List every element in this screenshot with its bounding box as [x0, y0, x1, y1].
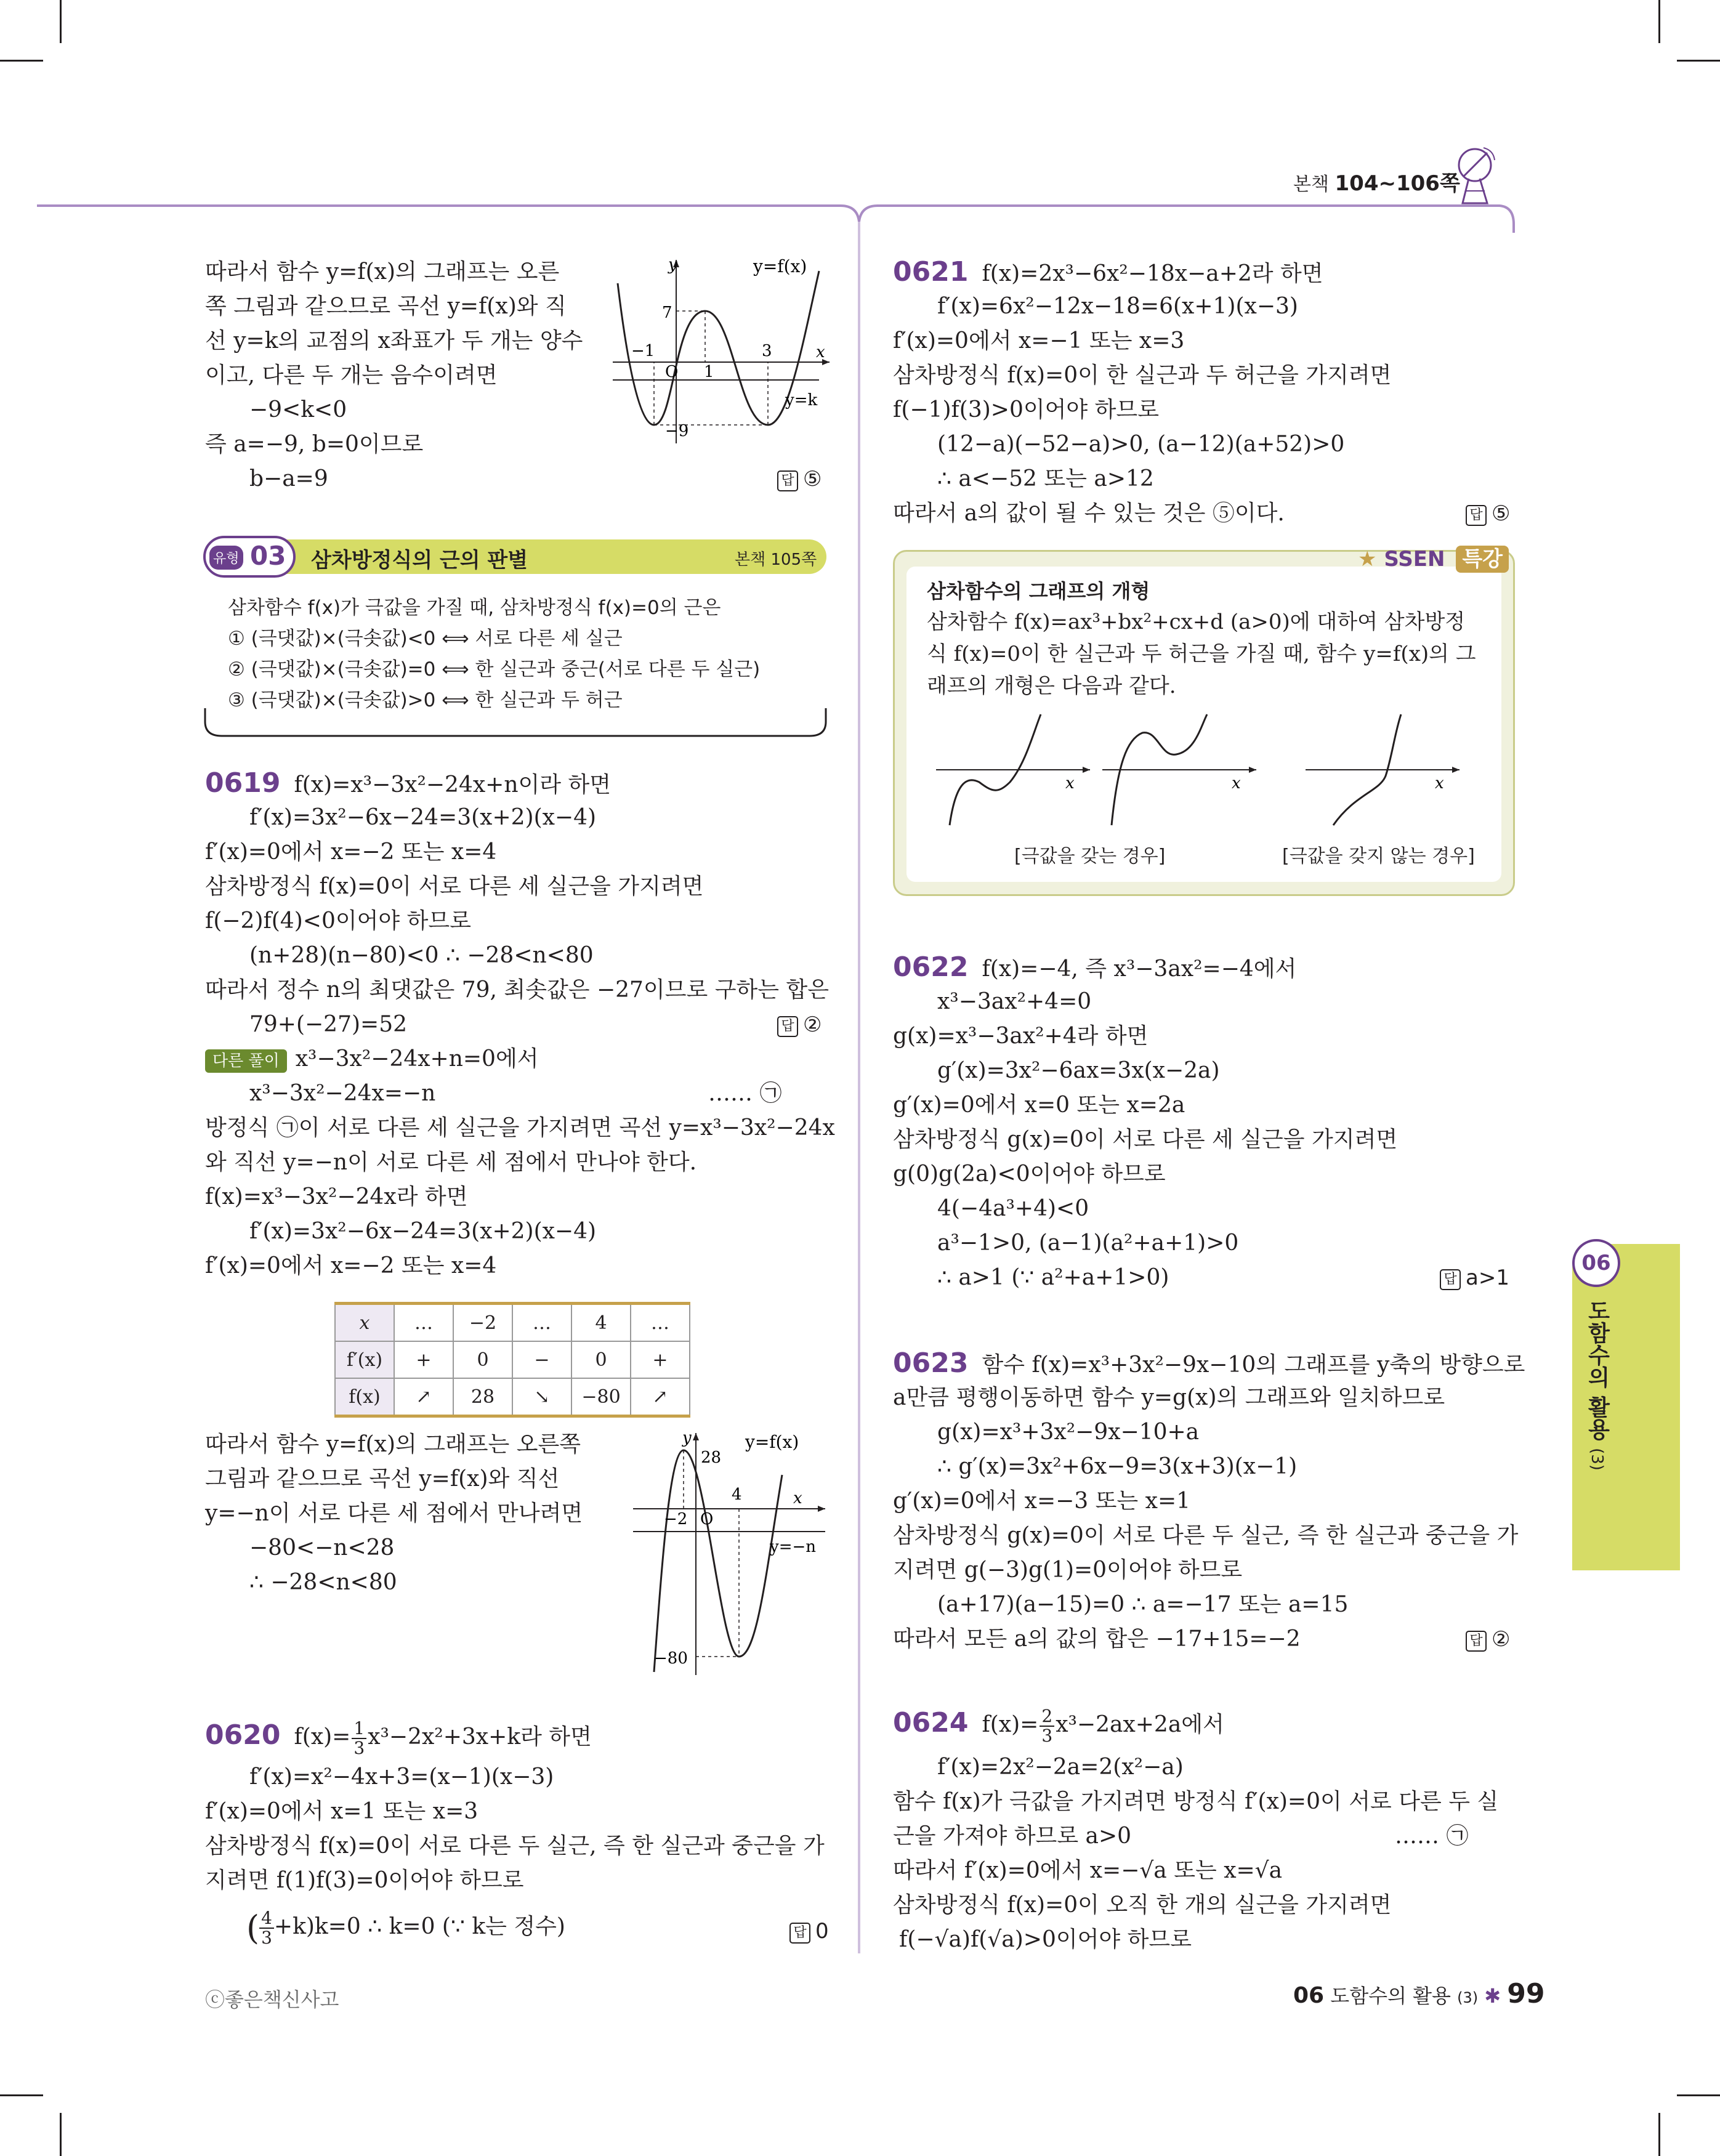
problem-line: g(x)=x³−3ax²+4라 하면 [893, 1023, 1149, 1049]
problem-number: 0622 [893, 951, 969, 983]
ssen-logo: SSEN [1384, 547, 1445, 571]
problem-line: (12−a)(−52−a)>0, (a−12)(a+52)>0 [937, 432, 1345, 457]
tick-3: 3 [762, 342, 772, 360]
problem-line: 따라서 모든 a의 값의 합은 −17+15=−2 [893, 1626, 1301, 1652]
crop-mark [0, 2094, 43, 2096]
problem-number: 0619 [205, 767, 281, 799]
crop-mark [1658, 2113, 1660, 2156]
side-tab-sub: (3) [1588, 1448, 1606, 1471]
cubic-graph-1 [607, 252, 834, 450]
table-cell: 28 [453, 1378, 512, 1416]
table-cell: ↗ [394, 1378, 453, 1416]
intro-line: 이고, 다른 두 개는 음수이려면 [205, 363, 498, 388]
special-line: 식 f(x)=0이 한 실근과 두 허근을 가질 때, 함수 y=f(x)의 그 [927, 642, 1476, 666]
after-line: y=−n이 서로 다른 세 점에서 만나려면 [205, 1501, 583, 1526]
problem-line: f′(x)=0에서 x=−2 또는 x=4 [205, 839, 497, 865]
problem-0624 [893, 1706, 1224, 1745]
alt-line: f(x)=x³−3x²−24x라 하면 [205, 1184, 468, 1209]
tick-minus1: −1 [631, 342, 655, 360]
crop-mark [1658, 0, 1660, 43]
crop-mark [1677, 2094, 1720, 2096]
answer-value: ② [803, 1012, 822, 1037]
alt-line: f′(x)=0에서 x=−2 또는 x=4 [205, 1253, 497, 1278]
caption-with-extrema: [극값을 갖는 경우] [1014, 846, 1166, 867]
problem-number: 0623 [893, 1347, 969, 1379]
frac-num: 1 [352, 1719, 366, 1739]
problem-line: 함수 f(x)가 극값을 가지려면 방정식 f′(x)=0이 서로 다른 두 실 [893, 1789, 1499, 1814]
alt-line: 방정식 ㉠이 서로 다른 세 실근을 가지려면 곡선 y=x³−3x²−24x [205, 1115, 835, 1141]
tick-7: 7 [662, 304, 672, 322]
footer-chapter: 06 [1293, 1983, 1325, 2008]
side-tab-text [1581, 1299, 1613, 1471]
page-number: 99 [1507, 1978, 1545, 2009]
problem-line: f′(x)=6x²−12x−18=6(x+1)(x−3) [937, 294, 1298, 319]
alt-line: x³−3x²−24x=−n [249, 1081, 436, 1106]
problem-line: 함수 f(x)=x³+3x²−9x−10의 그래프를 y축의 방향으로 [982, 1352, 1525, 1378]
answer-value: ② [1492, 1627, 1511, 1652]
alt-line: f′(x)=3x²−6x−24=3(x+2)(x−4) [249, 1219, 597, 1244]
graph-x-label: x [816, 343, 825, 361]
problem-line: f′(x)=0에서 x=−1 또는 x=3 [893, 328, 1185, 353]
answer-value: ⑤ [1492, 501, 1511, 526]
answer-icon: 답 [789, 1923, 810, 1944]
alt-line: x³−3x²−24x+n=0에서 [295, 1046, 539, 1072]
tick-minus2: −2 [664, 1510, 688, 1528]
graph-y-label: y [668, 256, 677, 274]
problem-line: (n+28)(n−80)<0 ∴ −28<n<80 [249, 943, 594, 968]
footer-sub: (3) [1457, 1989, 1479, 2006]
answer-icon: 답 [1440, 1269, 1461, 1290]
graph-origin: O [700, 1510, 714, 1528]
problem-line: f(−√a)f(√a)>0이어야 하므로 [899, 1927, 1192, 1952]
problem-number: 0621 [893, 256, 969, 288]
problem-line: 4(−4a³+4)<0 [937, 1196, 1089, 1221]
problem-0620 [205, 1718, 592, 1758]
page-footer [1293, 1978, 1545, 2009]
intro-line: b−a=9 [249, 466, 328, 491]
problem-line: 삼차방정식 f(x)=0이 서로 다른 두 실근, 즉 한 실근과 중근을 가 [205, 1833, 825, 1859]
problem-line: g(0)g(2a)<0이어야 하므로 [893, 1161, 1166, 1187]
problem-line: 삼차방정식 g(x)=0이 서로 다른 세 실근을 가지려면 [893, 1127, 1398, 1152]
type-box-line: 삼차함수 f(x)가 극값을 가질 때, 삼차방정식 f(x)=0의 근은 [228, 597, 721, 619]
variation-table [334, 1302, 690, 1418]
intro-line: 즉 a=−9, b=0이므로 [205, 432, 424, 457]
problem-line: f(x)=2x³−6x²−18x−a+2라 하면 [982, 261, 1323, 286]
special-line: 래프의 개형은 다음과 같다. [927, 674, 1176, 698]
problem-line: 따라서 정수 n의 최댓값은 79, 최솟값은 −27이므로 구하는 합은 [205, 977, 830, 1003]
problem-line: 지려면 g(−3)g(1)=0이어야 하므로 [893, 1557, 1243, 1583]
table-cell: ↗ [631, 1378, 690, 1416]
problem-line: 삼차방정식 f(x)=0이 서로 다른 세 실근을 가지려면 [205, 874, 704, 899]
side-tab-number: 06 [1572, 1239, 1620, 1287]
answer [777, 1007, 822, 1042]
fraction [1040, 1707, 1054, 1745]
special-logo [1358, 542, 1509, 572]
problem-head: f(x)= [294, 1724, 351, 1750]
table-cell: ↘ [512, 1378, 571, 1416]
crop-mark [0, 60, 43, 62]
ref-pages: 104~106쪽 [1334, 171, 1460, 196]
frac-den: 3 [1041, 1726, 1053, 1746]
after-line: ∴ −28<n<80 [249, 1570, 397, 1595]
tick-1: 1 [704, 363, 714, 381]
problem-head-rest: x³−2x²+3x+k라 하면 [368, 1724, 592, 1750]
problem-line: 삼차방정식 g(x)=0이 서로 다른 두 실근, 즉 한 실근과 중근을 가 [893, 1523, 1519, 1548]
crop-mark [60, 0, 62, 43]
special-line: 삼차함수 f(x)=ax³+bx²+cx+d (a>0)에 대하여 삼차방정 [927, 610, 1466, 634]
table-cell: f(x) [335, 1378, 394, 1416]
tick-minus9: −9 [665, 422, 689, 440]
footer-star-icon: ✱ [1484, 1984, 1501, 2008]
x-label: x [1232, 774, 1241, 793]
problem-line: 삼차방정식 f(x)=0이 한 실근과 두 허근을 가지려면 [893, 363, 1392, 388]
intro-line: 따라서 함수 y=f(x)의 그래프는 오른 [205, 259, 560, 285]
x-label: x [1435, 774, 1444, 793]
table-cell: − [512, 1341, 571, 1378]
answer [777, 462, 822, 496]
footer-title: 도함수의 활용 [1330, 1984, 1451, 2008]
table-cell: f′(x) [335, 1341, 394, 1378]
copyright: ⓒ좋은책신사고 [205, 1988, 339, 2011]
problem-line: ∴ g′(x)=3x²+6x−9=3(x+3)(x−1) [937, 1454, 1298, 1479]
answer-value: ⑤ [803, 467, 822, 491]
problem-line: f(x)=−4, 즉 x³−3ax²=−4에서 [982, 956, 1297, 982]
problem-line: g′(x)=0에서 x=0 또는 x=2a [893, 1092, 1185, 1118]
problem-line: 삼차방정식 f(x)=0이 오직 한 개의 실근을 가지려면 [893, 1892, 1392, 1918]
answer [1440, 1261, 1509, 1295]
answer [789, 1914, 829, 1948]
crop-mark [1677, 60, 1720, 62]
side-tab-title: 도함수의 활용 [1585, 1299, 1610, 1440]
table-cell: 4 [571, 1304, 631, 1342]
answer-value: a>1 [1466, 1266, 1509, 1290]
type-badge [203, 536, 296, 578]
problem-head: f(x)= [982, 1712, 1039, 1737]
type-box-ref: 본책 105쪽 [735, 551, 817, 569]
problem-line: +k)k=0 ∴ k=0 (∵ k는 정수) [273, 1914, 565, 1939]
alt-solution-badge: 다른 풀이 [205, 1049, 287, 1073]
problem-mark: …… ㉠ [1395, 1823, 1469, 1849]
alt-line: 와 직선 y=−n이 서로 다른 세 점에서 만나야 한다. [205, 1150, 697, 1175]
table-cell: 0 [571, 1341, 631, 1378]
answer-value: 0 [815, 1919, 829, 1944]
graph-y-label: y [682, 1429, 692, 1447]
problem-0623 [893, 1346, 1525, 1383]
problem-line: 따라서 a의 값이 될 수 있는 것은 ⑤이다. [893, 501, 1285, 526]
problem-0619 [205, 766, 611, 802]
problem-line: a만큼 평행이동하면 함수 y=g(x)의 그래프와 일치하므로 [893, 1385, 1445, 1410]
problem-0622 [893, 950, 1296, 987]
problem-line: f′(x)=2x²−2a=2(x²−a) [937, 1754, 1184, 1780]
problem-0620-last [246, 1909, 565, 1947]
type-box-bracket [203, 708, 828, 739]
table-cell: 0 [453, 1341, 512, 1378]
table-cell: −80 [571, 1378, 631, 1416]
problem-number: 0620 [205, 1719, 281, 1751]
problem-line: ∴ a<−52 또는 a>12 [937, 466, 1154, 491]
problem-line: (a+17)(a−15)=0 ∴ a=−17 또는 a=15 [937, 1592, 1349, 1617]
answer [1466, 1622, 1510, 1657]
problem-line: 지려면 f(1)f(3)=0이어야 하므로 [205, 1868, 524, 1893]
problem-line: f(x)=x³−3x²−24x+n이라 하면 [294, 772, 612, 797]
type-badge-number: 03 [250, 541, 286, 571]
problem-line: g′(x)=3x²−6ax=3x(x−2a) [937, 1058, 1220, 1083]
table-cell: + [631, 1341, 690, 1378]
graph-f-label: y=f(x) [745, 1432, 799, 1452]
problem-line: f(−1)f(3)>0이어야 하므로 [893, 397, 1159, 422]
graph-f-label: y=f(x) [753, 256, 807, 277]
table-cell: x [335, 1304, 394, 1342]
tick-28: 28 [701, 1448, 722, 1467]
problem-line: x³−3ax²+4=0 [937, 989, 1092, 1014]
problem-line: a³−1>0, (a−1)(a²+a+1)>0 [937, 1230, 1239, 1256]
problem-line: ∴ a>1 (∵ a²+a+1>0) [937, 1265, 1169, 1290]
graph-x-label: x [793, 1489, 802, 1508]
graph-origin: O [665, 363, 679, 381]
after-line: 따라서 함수 y=f(x)의 그래프는 오른쪽 [205, 1432, 581, 1457]
graph-yn-label: y=−n [770, 1538, 817, 1556]
x-label: x [1065, 774, 1075, 793]
special-badge: 특강 [1456, 546, 1509, 573]
after-line: 그림과 같으므로 곡선 y=f(x)와 직선 [205, 1466, 560, 1492]
table-cell: … [394, 1304, 453, 1342]
problem-line: f′(x)=x²−4x+3=(x−1)(x−3) [249, 1764, 554, 1790]
intro-line: 선 y=k의 교점의 x좌표가 두 개는 양수 [205, 328, 583, 353]
answer-icon: 답 [1466, 505, 1487, 526]
answer [1466, 496, 1510, 531]
type-box-line: ③ (극댓값)×(극솟값)>0 ⟺ 한 실근과 두 허근 [228, 689, 623, 711]
frac-num: 2 [1040, 1707, 1054, 1727]
cubic-shape-graphs [924, 708, 1490, 838]
alt-solution-line [205, 1042, 539, 1078]
caption-without-extrema: [극값을 갖지 않는 경우] [1282, 846, 1475, 867]
problem-line: 따라서 f′(x)=0에서 x=−√a 또는 x=√a [893, 1858, 1283, 1883]
paren-open: ( [246, 1908, 260, 1947]
tick-minus80: −80 [654, 1649, 688, 1668]
problem-line: f′(x)=3x²−6x−24=3(x+2)(x−4) [249, 805, 597, 830]
table-cell: … [631, 1304, 690, 1342]
ref-label: 본책 [1293, 174, 1329, 195]
frac-den: 3 [353, 1738, 365, 1758]
special-title: 삼차함수의 그래프의 개형 [927, 579, 1150, 603]
frac-num: 4 [259, 1909, 274, 1929]
fraction [352, 1719, 366, 1758]
intro-line: −9<k<0 [249, 397, 347, 422]
frac-den: 3 [261, 1928, 272, 1948]
answer-icon: 답 [777, 1016, 798, 1037]
type-box-line: ① (극댓값)×(극솟값)<0 ⟺ 서로 다른 세 실근 [228, 628, 623, 650]
problem-line: g′(x)=0에서 x=−3 또는 x=1 [893, 1488, 1191, 1514]
problem-number: 0624 [893, 1707, 969, 1738]
intro-line: 쪽 그림과 같으므로 곡선 y=f(x)와 직 [205, 294, 567, 319]
problem-line: f(−2)f(4)<0이어야 하므로 [205, 908, 471, 934]
column-divider [858, 222, 860, 1953]
star-icon: ★ [1358, 547, 1377, 571]
cubic-graph-2 [628, 1426, 831, 1678]
after-line: −80<−n<28 [249, 1535, 395, 1560]
problem-0621 [893, 255, 1323, 291]
type-box-line: ② (극댓값)×(극솟값)=0 ⟺ 한 실근과 중근(서로 다른 두 실근) [228, 658, 761, 680]
type-box-title: 삼차방정식의 근의 판별 [311, 548, 528, 573]
graph-yk-label: y=k [785, 391, 818, 410]
problem-line: g(x)=x³+3x²−9x−10+a [937, 1419, 1200, 1445]
problem-head-rest: x³−2ax+2a에서 [1056, 1712, 1224, 1737]
alt-mark: …… ㉠ [708, 1081, 782, 1106]
problem-line: f′(x)=0에서 x=1 또는 x=3 [205, 1799, 478, 1824]
fraction [259, 1909, 274, 1947]
crop-mark [60, 2113, 62, 2156]
type-badge-prefix: 유형 [209, 546, 243, 570]
table-cell: −2 [453, 1304, 512, 1342]
table-cell: … [512, 1304, 571, 1342]
answer-icon: 답 [1466, 1631, 1487, 1652]
answer-icon: 답 [777, 470, 798, 491]
problem-line: 근을 가져야 하므로 a>0 [893, 1823, 1132, 1849]
tick-4: 4 [732, 1485, 742, 1504]
table-cell: + [394, 1341, 453, 1378]
problem-line: 79+(−27)=52 [249, 1012, 408, 1037]
